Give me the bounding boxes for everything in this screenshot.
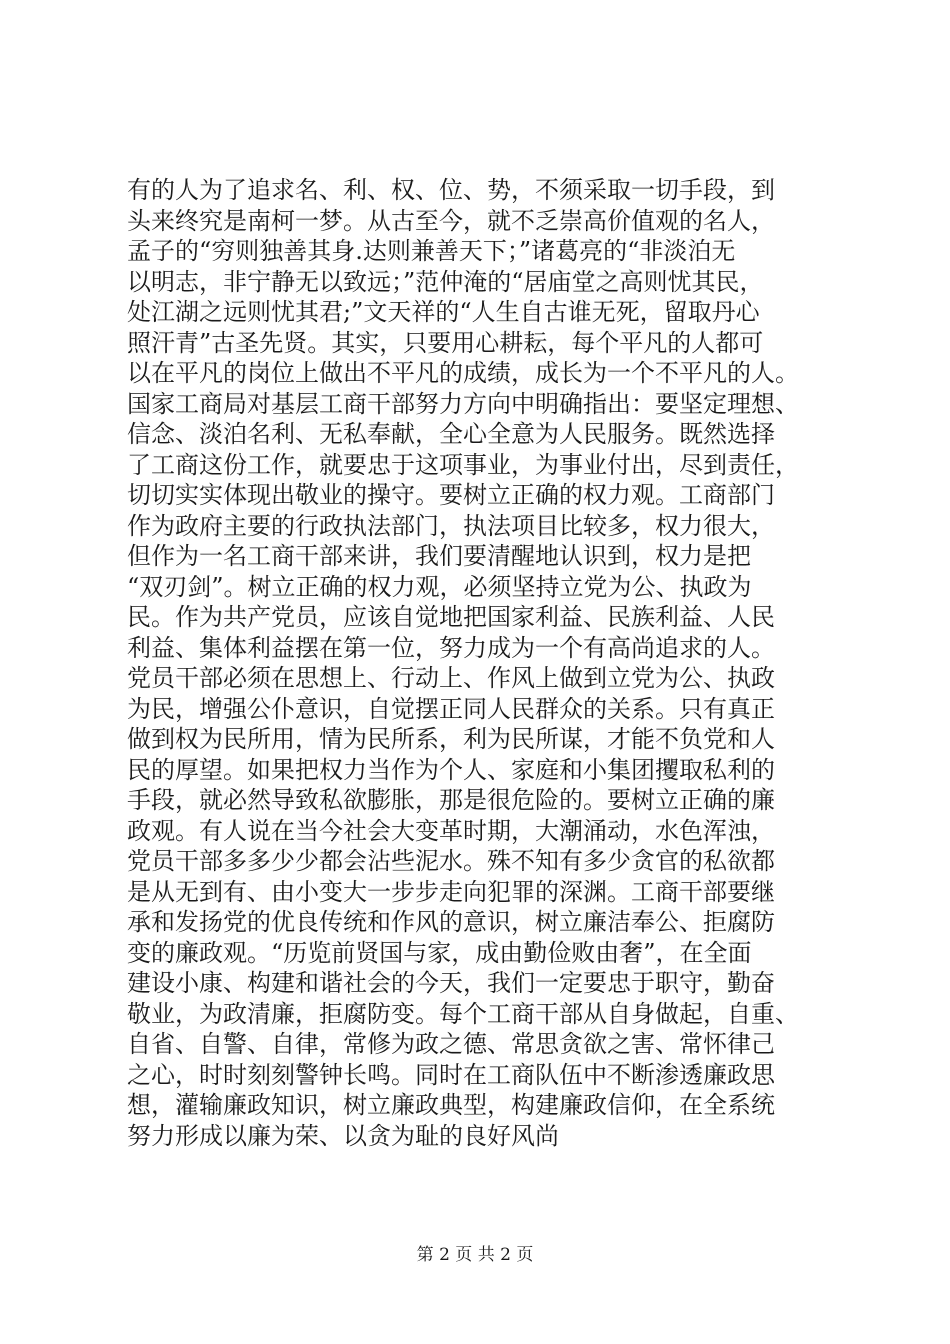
text-line: 想，灌输廉政知识，树立廉政典型，构建廉政信仰，在全系统 bbox=[127, 1091, 775, 1119]
text-line: 承和发扬党的优良传统和作风的意识，树立廉洁奉公、拒腐防 bbox=[127, 908, 775, 936]
text-line: 手段，就必然导致私欲膨胀，那是很危险的。要树立正确的廉 bbox=[127, 786, 775, 814]
text-line: 敬业，为政清廉，拒腐防变。每个工商干部从自身做起，自重、 bbox=[127, 999, 799, 1028]
text-line: 头来终究是南柯一梦。从古至今，就不乏崇高价值观的名人， bbox=[127, 206, 775, 235]
text-line: 自省、自警、自律，常修为政之德、常思贪欲之害、常怀律己 bbox=[127, 1030, 775, 1058]
text-line: 变的廉政观。“历览前贤国与家，成由勤俭败由奢”，在全面 bbox=[127, 938, 752, 967]
body-paragraph bbox=[127, 175, 847, 1151]
text-line: 是从无到有、由小变大一步步走向犯罪的深渊。工商干部要继 bbox=[127, 877, 775, 906]
text-line: 利益、集体利益摆在第一位，努力成为一个有高尚追求的人。 bbox=[127, 633, 775, 662]
text-line: 信念、淡泊名利、无私奉献，全心全意为人民服务。既然选择 bbox=[127, 420, 775, 448]
text-line: 处江湖之远则忧其君;”文天祥的“人生自古谁无死，留取丹心 bbox=[127, 298, 760, 326]
text-line: 了工商这份工作，就要忠于这项事业，为事业付出，尽到责任， bbox=[127, 450, 799, 479]
text-line: 国家工商局对基层工商干部努力方向中明确指出：要坚定理想、 bbox=[127, 389, 799, 418]
text-line: 之心，时时刻刻警钟长鸣。同时在工商队伍中不断渗透廉政思 bbox=[127, 1060, 775, 1089]
text-line: 有的人为了追求名、利、权、位、势，不须采取一切手段，到 bbox=[127, 176, 775, 204]
text-line: 为民，增强公仆意识，自觉摆正同人民群众的关系。只有真正 bbox=[127, 694, 775, 723]
text-line: 做到权为民所用，情为民所系，利为民所谋，才能不负党和人 bbox=[127, 725, 775, 753]
text-line: “双刃剑”。树立正确的权力观，必须坚持立党为公、执政为 bbox=[127, 572, 752, 601]
text-line: 照汗青”古圣先贤。其实，只要用心耕耘，每个平凡的人都可 bbox=[127, 328, 764, 357]
text-line: 政观。有人说在当今社会大变革时期，大潮涌动，水色浑浊， bbox=[127, 816, 775, 845]
text-line: 民的厚望。如果把权力当作为个人、家庭和小集团攫取私利的 bbox=[127, 755, 775, 784]
text-line: 努力形成以廉为荣、以贪为耻的良好风尚 bbox=[127, 1121, 559, 1150]
text-line: 孟子的“穷则独善其身.达则兼善天下；”诸葛亮的“非淡泊无 bbox=[127, 237, 736, 265]
text-line: 但作为一名工商干部来讲，我们要清醒地认识到，权力是把 bbox=[127, 542, 751, 570]
text-line: 作为政府主要的行政执法部门，执法项目比较多，权力很大， bbox=[127, 511, 775, 540]
text-line: 民。作为共产党员，应该自觉地把国家利益、民族利益、人民 bbox=[127, 603, 775, 631]
text-line: 党员干部多多少少都会沾些泥水。殊不知有多少贪官的私欲都 bbox=[127, 847, 775, 875]
page-number-footer: 第 2 页 共 2 页 bbox=[416, 1245, 534, 1265]
text-line: 建设小康、构建和谐社会的今天，我们一定要忠于职守，勤奋 bbox=[127, 969, 775, 997]
text-line: 党员干部必须在思想上、行动上、作风上做到立党为公、执政 bbox=[127, 664, 775, 692]
text-line: 以在平凡的岗位上做出不平凡的成绩，成长为一个不平凡的人。 bbox=[127, 359, 799, 387]
text-line: 切切实实体现出敬业的操守。要树立正确的权力观。工商部门 bbox=[127, 481, 775, 509]
text-line: 以明志，非宁静无以致远；”范仲淹的“居庙堂之高则忧其民， bbox=[127, 267, 764, 296]
